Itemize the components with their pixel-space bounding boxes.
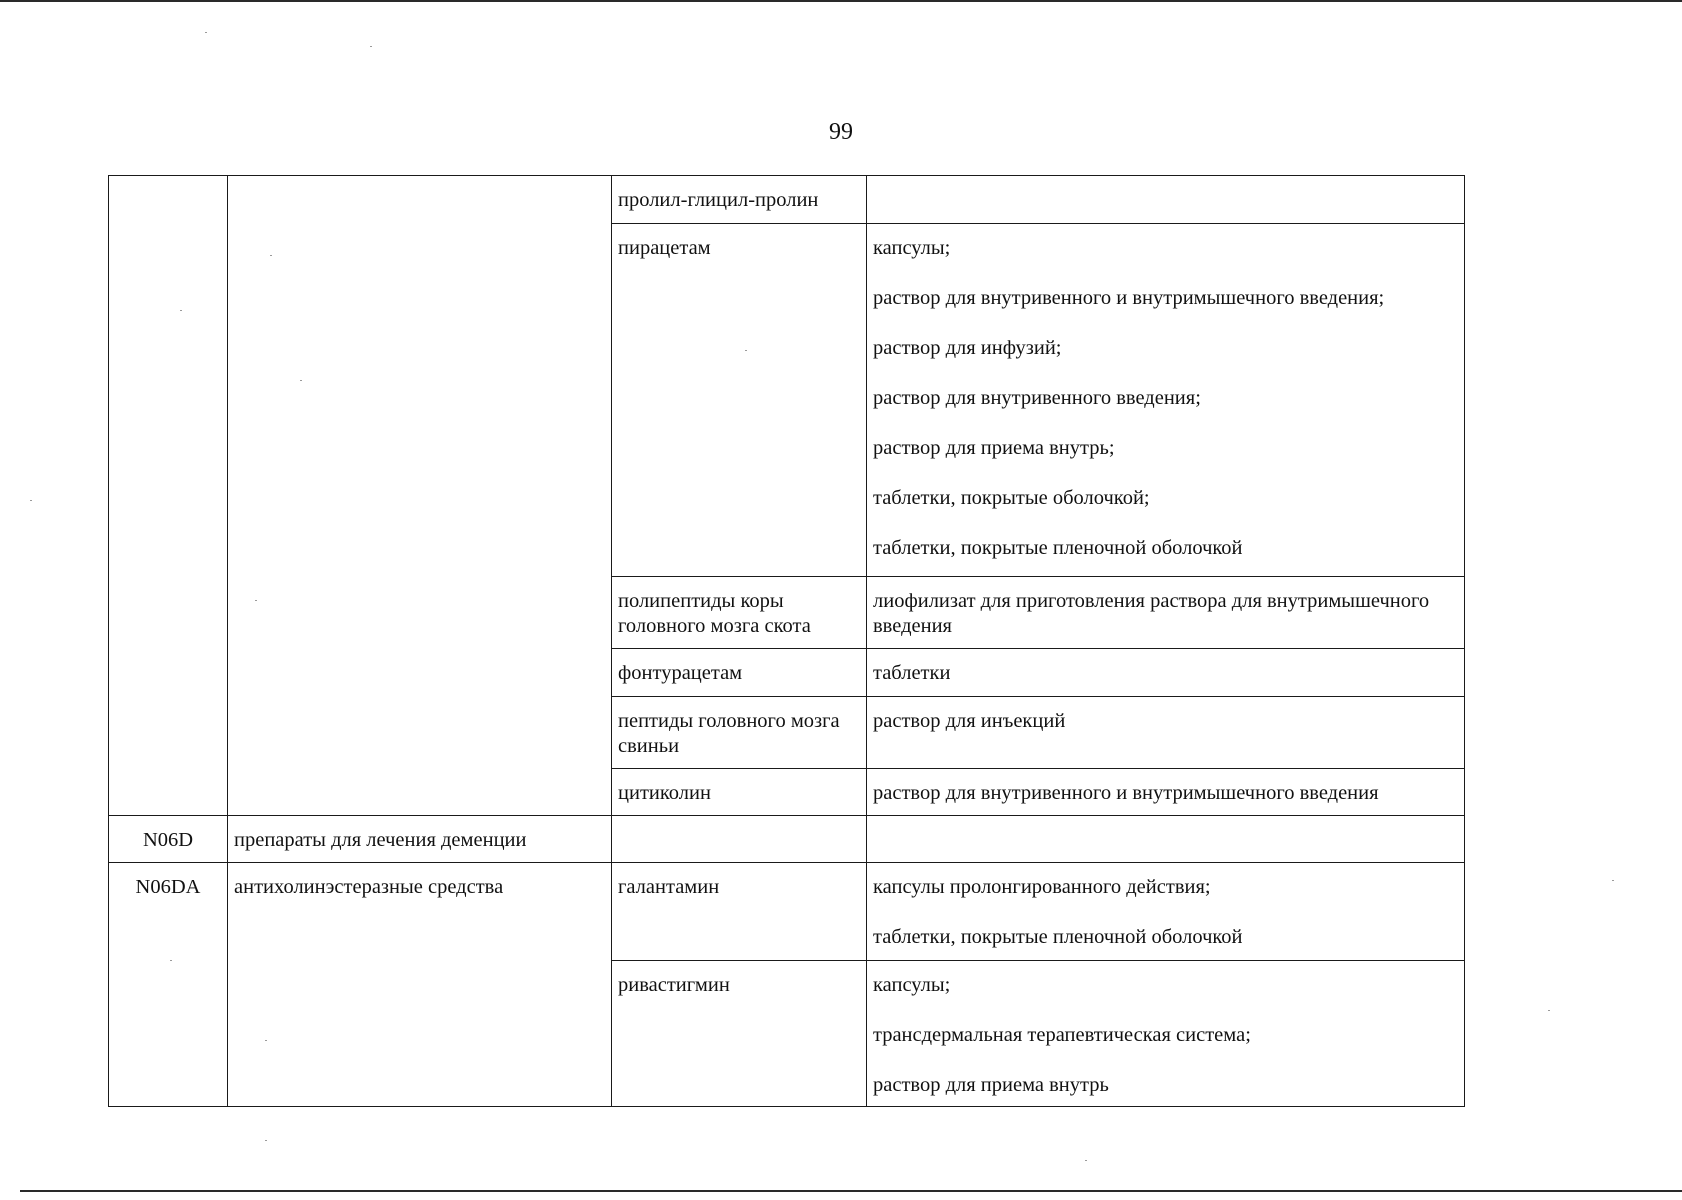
atc-code-cell: N06D <box>109 816 228 863</box>
scan-speckle <box>265 1140 267 1141</box>
dosage-forms-cell <box>867 863 1465 961</box>
table-row <box>109 816 1465 863</box>
scan-speckle <box>30 500 32 501</box>
group-name-cell: препараты для лечения деменции <box>228 816 612 863</box>
dosage-forms-cell <box>867 961 1465 1107</box>
group-name-cell: антихолинэстеразные средства <box>228 863 612 1107</box>
dosage-form-item: трансдермальная терапевтическая система; <box>873 1024 1251 1046</box>
page-top-edge <box>0 0 1682 2</box>
scan-speckle <box>265 1040 267 1041</box>
table-row <box>109 863 1465 961</box>
dosage-form-item: лиофилизат для приготовления раствора для внутримышечного введения <box>873 590 1430 637</box>
drug-name-cell: галантамин <box>612 863 867 961</box>
dosage-form-item: раствор для внутривенного и внутримышечного введения; <box>873 287 1385 309</box>
scan-speckle <box>255 600 257 601</box>
drug-name-cell: пептиды головного мозга свиньи <box>612 697 867 769</box>
scan-speckle <box>300 380 302 381</box>
scan-speckle <box>1548 1010 1550 1011</box>
medication-table <box>108 175 1465 1107</box>
dosage-form-item: таблетки <box>873 662 951 684</box>
dosage-forms-cell <box>867 697 1465 769</box>
scan-speckle <box>745 350 747 351</box>
dosage-forms-cell <box>867 769 1465 816</box>
drug-name-cell: пролил-глицил-пролин <box>612 176 867 224</box>
dosage-forms-cell <box>867 176 1465 224</box>
dosage-form-item: капсулы пролонгированного действия; <box>873 876 1211 898</box>
dosage-forms-cell <box>867 816 1465 863</box>
dosage-forms-cell <box>867 649 1465 697</box>
dosage-form-item: раствор для приема внутрь; <box>873 437 1115 459</box>
drug-name-cell: полипептиды коры головного мозга скота <box>612 577 867 649</box>
dosage-form-item: раствор для внутривенного введения; <box>873 387 1201 409</box>
dosage-form-item: таблетки, покрытые оболочкой; <box>873 487 1150 509</box>
dosage-form-item: капсулы; <box>873 974 951 996</box>
group-cell-empty <box>228 176 612 816</box>
drug-name-cell: цитиколин <box>612 769 867 816</box>
scan-speckle <box>1612 880 1614 881</box>
dosage-form-item: таблетки, покрытые пленочной оболочкой <box>873 537 1243 559</box>
dosage-forms-cell <box>867 224 1465 577</box>
dosage-forms-cell <box>867 577 1465 649</box>
dosage-form-item: раствор для внутривенного и внутримышечного введения <box>873 782 1379 804</box>
dosage-form-item: раствор для приема внутрь <box>873 1074 1109 1096</box>
scan-speckle <box>270 255 272 256</box>
scan-speckle <box>170 960 172 961</box>
drug-name-cell <box>612 816 867 863</box>
scan-speckle <box>1085 1160 1087 1161</box>
dosage-form-item: капсулы; <box>873 237 951 259</box>
scan-speckle <box>205 32 207 33</box>
dosage-form-item: таблетки, покрытые пленочной оболочкой <box>873 926 1243 948</box>
drug-name-cell: фонтурацетам <box>612 649 867 697</box>
scan-speckle <box>180 310 182 311</box>
page-number: 99 <box>829 119 853 145</box>
dosage-form-item: раствор для инъекций <box>873 710 1066 732</box>
scan-speckle <box>370 46 372 47</box>
drug-name-cell: ривастигмин <box>612 961 867 1107</box>
atc-code-cell: N06DA <box>109 863 228 1107</box>
code-cell-empty <box>109 176 228 816</box>
table-row <box>109 176 1465 224</box>
page-bottom-edge <box>20 1190 1682 1192</box>
dosage-form-item: раствор для инфузий; <box>873 337 1062 359</box>
drug-name-cell: пирацетам <box>612 224 867 577</box>
